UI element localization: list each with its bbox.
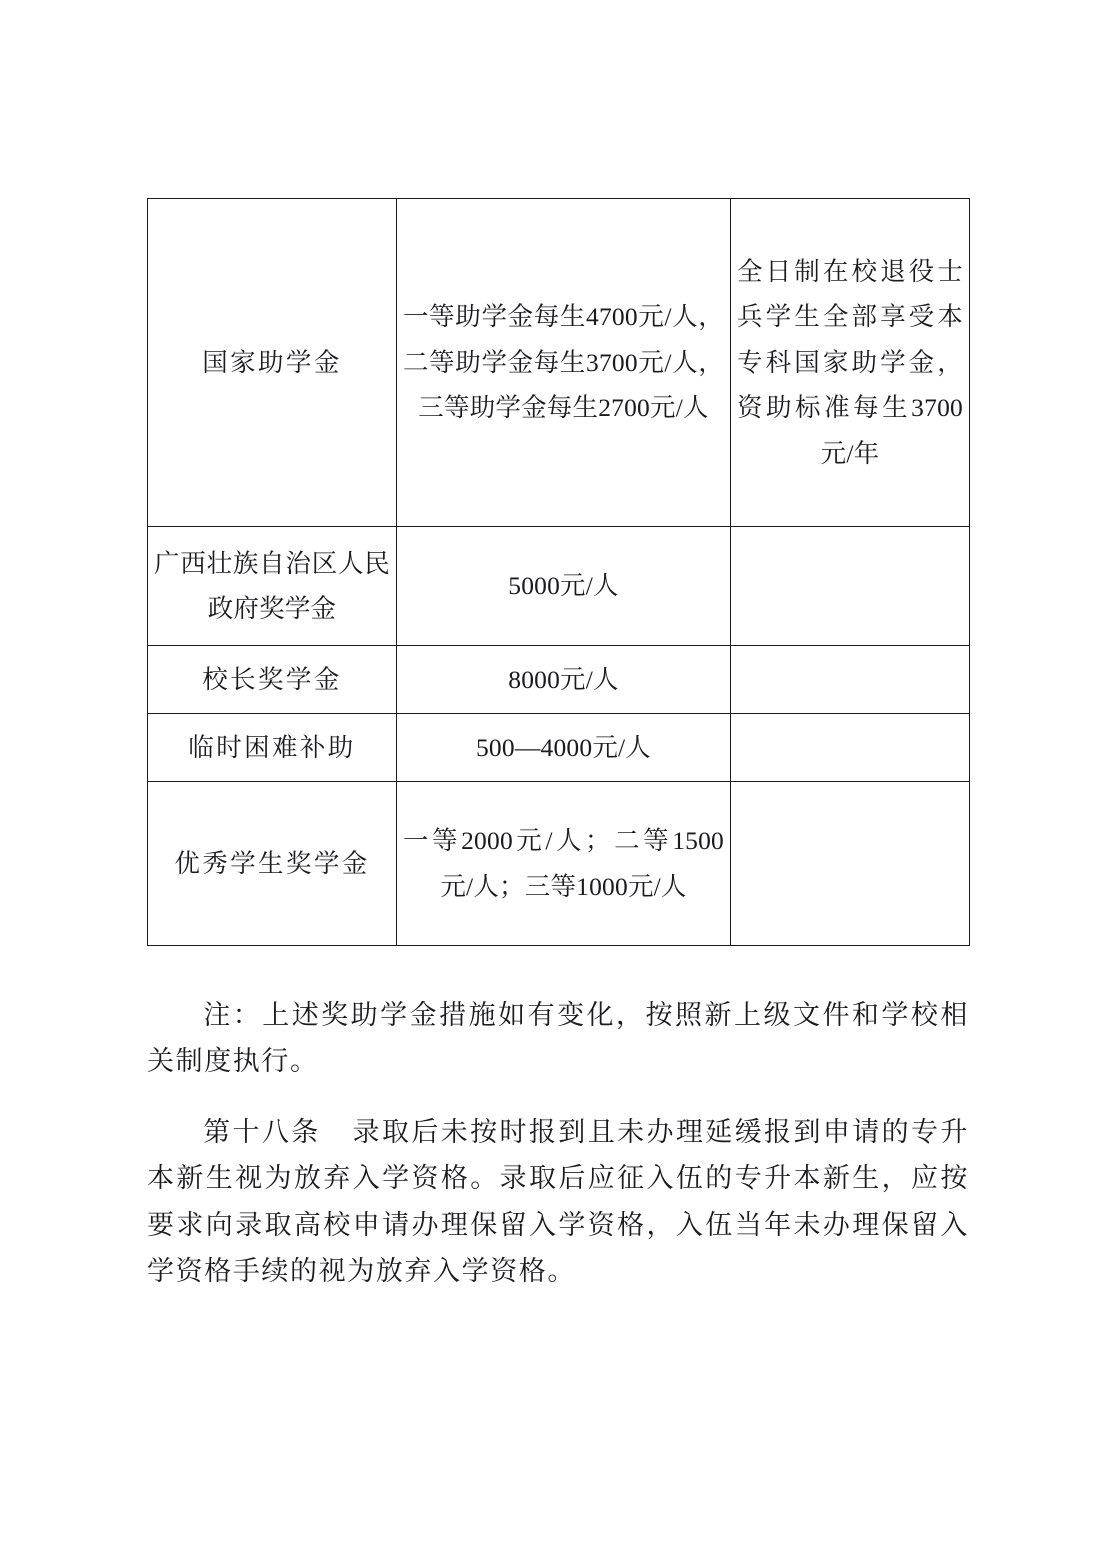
table-row	[148, 714, 970, 782]
footnote-text: 注：上述奖助学金措施如有变化，按照新上级文件和学校相关制度执行。	[147, 1000, 969, 1077]
cell-text: 国家助学金	[202, 347, 342, 377]
table-cell-program-name	[148, 782, 397, 946]
aid-table-container	[147, 198, 969, 946]
table-cell-program-name	[148, 714, 397, 782]
cell-text: 优秀学生奖学金	[174, 848, 370, 878]
table-row	[148, 199, 970, 527]
table-cell-program-name	[148, 527, 397, 646]
table-row	[148, 527, 970, 646]
scholarship-standards-table	[147, 198, 970, 946]
table-cell-amount	[397, 782, 731, 946]
table-cell-amount	[397, 646, 731, 714]
cell-text: 8000元/人	[508, 664, 619, 694]
cell-text	[731, 858, 969, 870]
cell-text: 500—4000元/人	[475, 732, 652, 762]
table-cell-note	[731, 714, 970, 782]
cell-text: 临时困难补助	[188, 732, 356, 762]
table-cell-note	[731, 199, 970, 527]
cell-text: 一等助学金每生4700元/人，二等助学金每生3700元/人，三等助学金每生2700元/人	[403, 302, 724, 423]
cell-text	[731, 580, 969, 592]
table-cell-amount	[397, 199, 731, 527]
article-18-paragraph	[147, 1109, 969, 1295]
cell-text: 一等2000元/人；二等1500元/人；三等1000元/人	[403, 826, 724, 901]
cell-text: 校长奖学金	[202, 664, 342, 694]
table-cell-program-name	[148, 199, 397, 527]
table-cell-note	[731, 782, 970, 946]
cell-text	[731, 742, 969, 754]
table-footnote-paragraph	[147, 992, 969, 1085]
cell-text	[731, 674, 969, 686]
table-cell-note	[731, 527, 970, 646]
article-body-text: 录取后未按时报到且未办理延缓报到申请的专升本新生视为放弃入学资格。录取后应征入伍的专升本新生，应按要求向录取高校申请办理保留入学资格，入伍当年未办理保留入学资格手续的视为放弃入学资格。	[147, 1117, 969, 1287]
cell-text: 5000元/人	[508, 571, 619, 601]
table-cell-program-name	[148, 646, 397, 714]
table-cell-note	[731, 646, 970, 714]
cell-text: 全日制在校退役士兵学生全部享受本专科国家助学金，资助标准每生3700元/年	[737, 257, 963, 468]
table-cell-amount	[397, 714, 731, 782]
table-cell-amount	[397, 527, 731, 646]
table-row	[148, 646, 970, 714]
article-number-label: 第十八条	[202, 1117, 321, 1147]
table-row	[148, 782, 970, 946]
cell-text: 广西壮族自治区人民政府奖学金	[154, 548, 390, 623]
